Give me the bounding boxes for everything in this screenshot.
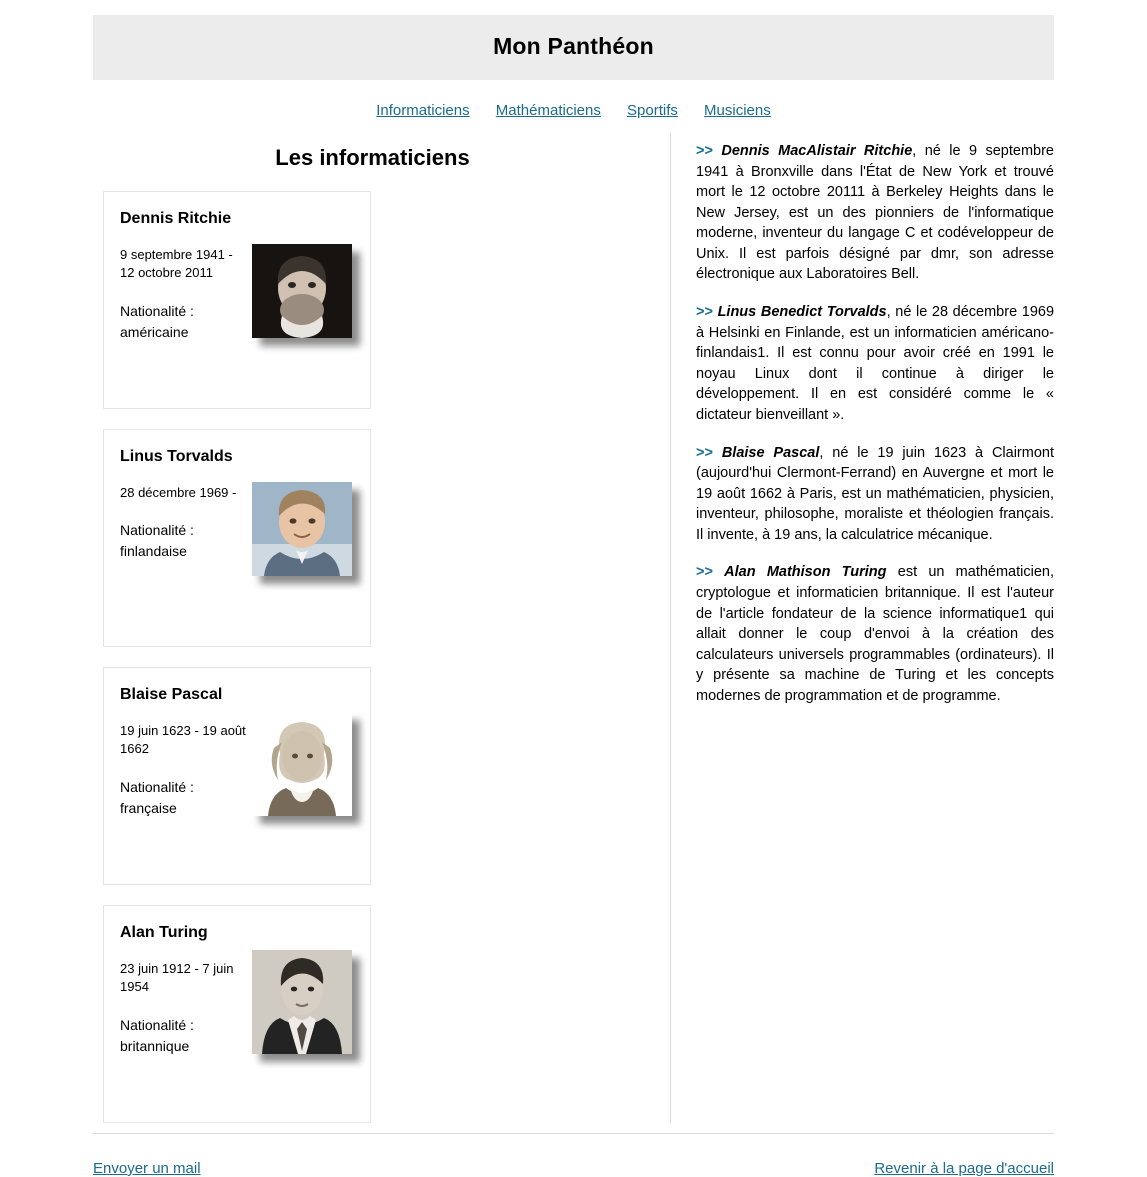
- portrait-blaise-pascal-image: [252, 712, 352, 816]
- bio-arrow-icon: >>: [696, 444, 713, 461]
- card-nationality: Nationalité : française: [120, 779, 194, 816]
- bio-arrow-icon: >>: [696, 143, 713, 159]
- section-title: Les informaticiens: [275, 145, 470, 170]
- card-nationality: Nationalité : américaine: [120, 303, 194, 340]
- bio-blaise-pascal: [696, 443, 1054, 546]
- card-linus-torvalds[interactable]: [103, 429, 371, 647]
- card-name: Linus Torvalds: [120, 448, 233, 465]
- bio-subject-name: Dennis MacAlistair Ritchie: [721, 143, 913, 159]
- card-dates: 9 septembre 1941 - 12 octobre 2011: [120, 246, 233, 281]
- card-blaise-pascal[interactable]: [103, 667, 371, 885]
- card-name: Alan Turing: [120, 924, 208, 941]
- footer-link-home[interactable]: Revenir à la page d'accueil: [874, 1160, 1054, 1177]
- portrait-linus-torvalds-image: [252, 482, 352, 576]
- bio-subject-name: Blaise Pascal: [721, 444, 820, 461]
- portrait-dennis-ritchie-image: [252, 244, 352, 338]
- card-name: Blaise Pascal: [120, 686, 223, 703]
- card-text: [120, 684, 248, 866]
- footer-link-send-mail[interactable]: Envoyer un mail: [93, 1160, 201, 1177]
- card-nationality: Nationalité : britannique: [120, 1017, 194, 1054]
- card-text: [120, 208, 248, 390]
- cards-column: [93, 133, 671, 1123]
- nav-link-sportifs[interactable]: Sportifs: [627, 102, 678, 119]
- card-dates: 23 juin 1912 - 7 juin 1954: [120, 960, 234, 995]
- card-dates: 28 décembre 1969 -: [120, 484, 237, 500]
- bio-text: , né le 28 décembre 1969 à Helsinki en Finlande, est un informaticien américano-finlandais1. Il est connu pour avoir créé en 1991 le noyau Linux dont il continue à diriger le développement. Il en est considéré comme le « dictateur bienveillant ».: [696, 304, 1055, 423]
- card-alan-turing[interactable]: [103, 905, 371, 1123]
- main-navigation: [93, 80, 1054, 133]
- bio-text: est un mathématicien, cryptologue et informaticien britannique. Il est l'auteur de l'article fondateur de la science informatique1 qui allait donner le coup d'envoi à la création des calculateurs universels programmables (ordinateurs). Il y présente sa machine de Turing et les concepts modernes de programmation et de programme.: [696, 564, 1055, 704]
- card-dennis-ritchie[interactable]: [103, 191, 371, 409]
- bio-subject-name: Linus Benedict Torvalds: [717, 304, 887, 321]
- bio-text: , né le 19 juin 1623 à Clairmont (aujourd'hui Clermont-Ferrand) en Auvergne et mort le 19 août 1662 à Paris, est un mathématicien, physicien, inventeur, philosophe, moraliste et théologien français. Il invente, à 19 ans, la calculatrice mécanique.: [696, 444, 1054, 543]
- card-grid: [93, 191, 652, 1123]
- site-footer: [93, 1134, 1054, 1177]
- card-text: [120, 922, 248, 1104]
- nav-link-musiciens[interactable]: Musiciens: [704, 102, 771, 119]
- nav-link-mathematiciens[interactable]: Mathématiciens: [495, 102, 601, 119]
- card-dates: 19 juin 1623 - 19 août 1662: [120, 722, 246, 757]
- bio-arrow-icon: >>: [696, 564, 713, 581]
- page-container: [93, 0, 1054, 1177]
- page-title: Mon Panthéon: [493, 33, 654, 59]
- bio-text: , né le 9 septembre 1941 à Bronxville dans l'État de New York et trouvé mort le 12 octobre 20111 à Berkeley Heights dans le New Jersey, est un des pionniers de l'informatique moderne, inventeur du langage C et codéveloppeur de Unix. Il est parfois désigné par dmr, son adresse électronique aux Laboratoires Bell.: [696, 143, 1054, 283]
- bio-subject-name: Alan Mathison Turing: [724, 564, 887, 581]
- nav-link-informaticiens[interactable]: Informaticiens: [376, 102, 470, 119]
- biography-column: [671, 133, 1054, 1123]
- portrait-alan-turing-image: [252, 950, 352, 1054]
- content-area: [93, 133, 1054, 1134]
- bio-alan-turing: [696, 562, 1054, 706]
- bio-arrow-icon: >>: [696, 304, 713, 321]
- site-header: [93, 15, 1054, 80]
- bio-linus-torvalds: [696, 302, 1054, 425]
- bio-dennis-ritchie: [696, 141, 1054, 285]
- card-nationality: Nationalité : finlandaise: [120, 522, 194, 559]
- card-text: [120, 446, 248, 628]
- card-name: Dennis Ritchie: [120, 210, 232, 227]
